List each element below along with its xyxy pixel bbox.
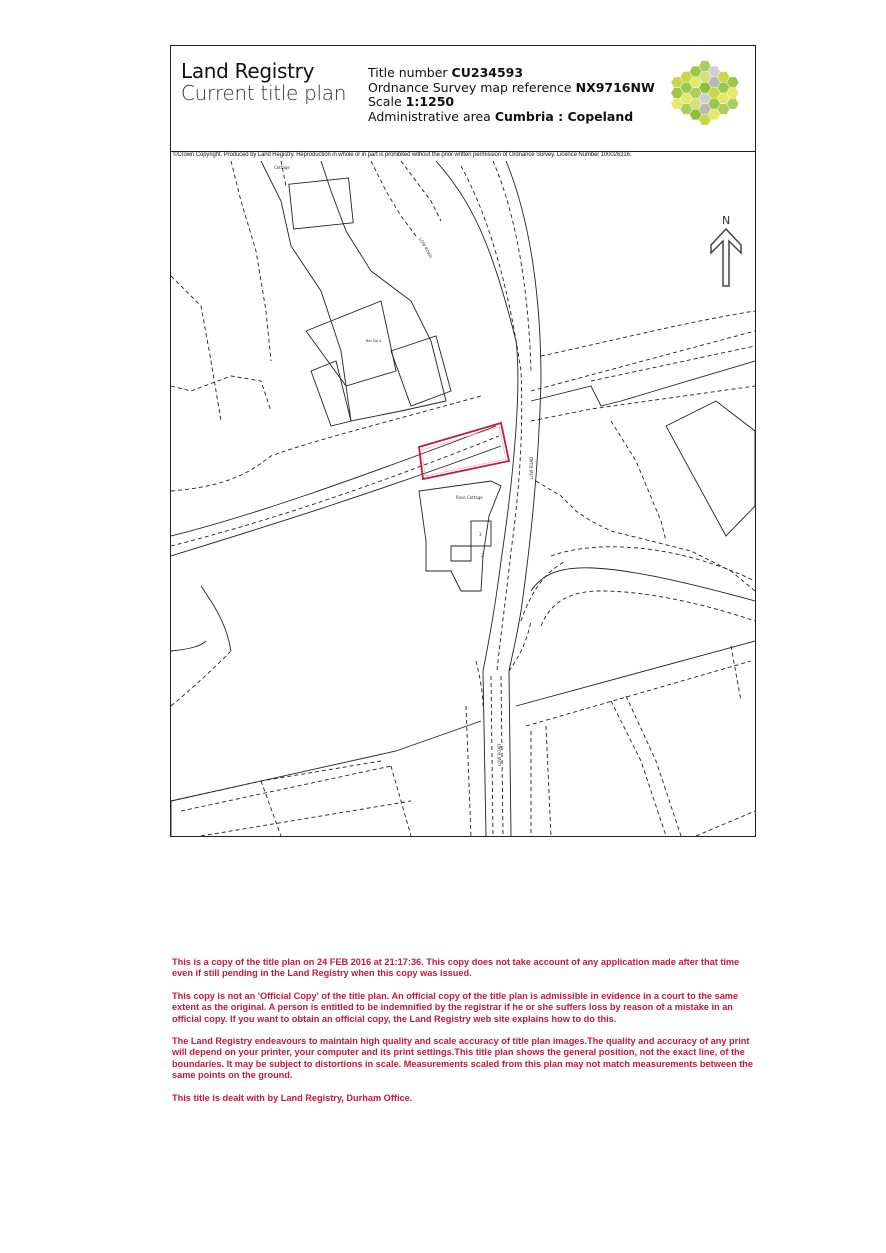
logo-hexagon — [699, 104, 711, 114]
logo-hexagon — [690, 109, 702, 119]
logo-hexagon — [690, 77, 702, 87]
logo-hexagon — [718, 72, 730, 82]
logo-hexagon — [690, 99, 702, 109]
land-registry-logo-icon — [667, 56, 741, 130]
logo-hexagon — [699, 61, 711, 71]
note-official-copy: This copy is not an 'Official Copy' of the title plan. An official copy of the title plan is admissible in evidence in a court to the same extent as the original. A person is entitled to be indemnified by the registrar if he or she suffers loss by reason of a mistake in an official copy. If you want to obtain an official copy, the Land Registry web site explains how to do this. — [172, 990, 739, 1024]
logo-hexagon — [671, 77, 683, 87]
admin-area-row: Administrative area Cumbria : Copeland — [368, 108, 634, 124]
logo-hexagon — [727, 88, 739, 98]
logo-hexagon — [680, 93, 692, 103]
os-ref-row: Ordnance Survey map reference NX9716NW — [368, 79, 655, 95]
logo-hexagon — [680, 104, 692, 114]
logo-hexagon — [708, 88, 720, 98]
plan-metadata — [368, 66, 655, 124]
brand-subtitle: Current title plan — [181, 81, 347, 105]
logo-hexagon — [708, 99, 720, 109]
title-plan-map — [171, 161, 755, 836]
title-number: CU234593 — [451, 65, 524, 80]
copy-notes — [172, 957, 756, 1115]
copyright-notice: ©Crown Copyright. Produced by Land Registry. Reproduction in whole or in part is prohibited without the prior written permission of Ordnance Survey. Licence Number 100026316. — [173, 152, 632, 158]
logo-hexagon — [708, 109, 720, 119]
logo-hexagon — [671, 99, 683, 109]
logo-hexagon — [690, 66, 702, 76]
note-copy-date: This is a copy of the title plan on 24 FEB 2016 at 21:17:36. This copy does not take account of any application made after that time even if still pending in the Land Registry when this copy was issued. — [172, 957, 740, 979]
os-map-reference: NX9716NW — [575, 79, 655, 95]
label-low-road-3: LOW ROAD — [497, 743, 502, 766]
logo-hexagon — [699, 115, 711, 125]
logo-hexagon — [699, 93, 711, 103]
label-house-3: 3 — [479, 532, 482, 537]
logo-hexagon — [690, 88, 702, 98]
label-building-ref: Ber No 4 — [366, 339, 382, 343]
plan-header — [171, 46, 755, 152]
logo-hexagon — [699, 83, 711, 93]
title-plan-frame — [170, 45, 756, 837]
logo-hexagon — [718, 104, 730, 114]
label-low-road-2: LOW ROAD — [529, 456, 534, 479]
label-rose-cottage: Rose Cottage — [456, 495, 483, 500]
brand-name: Land Registry — [181, 59, 315, 83]
logo-hexagon — [708, 77, 720, 87]
logo-hexagon — [680, 83, 692, 93]
label-house-2: 2 — [481, 553, 484, 558]
title-number-row: Title number CU234593 — [368, 65, 524, 80]
admin-area: Cumbria : Copeland — [494, 108, 634, 124]
logo-hexagon — [718, 83, 730, 93]
brand-block — [181, 60, 346, 104]
scale-value: 1:1250 — [405, 94, 455, 109]
logo-hexagon — [699, 72, 711, 82]
note-office: This title is dealt with by Land Registry, Durham Office. — [172, 1092, 413, 1103]
logo-hexagon — [727, 77, 739, 87]
north-arrow-icon — [711, 229, 741, 286]
logo-hexagon — [708, 66, 720, 76]
logo-hexagon — [718, 93, 730, 103]
north-label: N — [722, 214, 731, 227]
logo-hexagon — [727, 99, 739, 109]
logo-hexagon — [671, 88, 683, 98]
logo-hexagon — [680, 72, 692, 82]
note-accuracy: The Land Registry endeavours to maintain high quality and scale accuracy of title plan images.The quality and accuracy of any print will depend on your printer, your computer and its print settings.This title plan shows the general position, not the exact line, of the boundaries. It may be subject to distortions in scale. Measurements scaled from this plan may not match measurements between the same points on the ground. — [172, 1036, 754, 1081]
label-low-road-1: LOW ROAD — [418, 237, 434, 259]
label-cottage: Cottage — [274, 165, 290, 170]
scale-row: Scale 1:1250 — [368, 94, 455, 109]
